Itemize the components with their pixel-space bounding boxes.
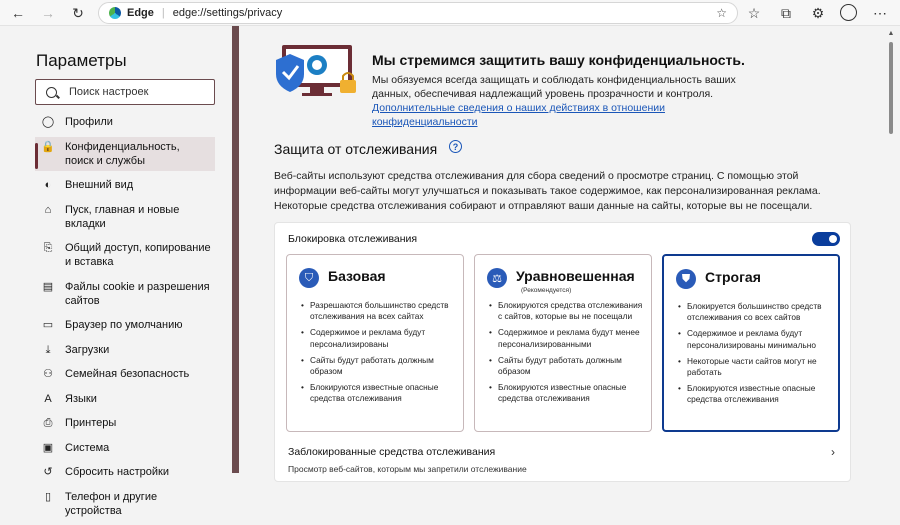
page-scrollbar[interactable] (886, 30, 896, 473)
tracking-block-label: Блокировка отслеживания (288, 233, 418, 245)
sidebar-item-label: Профили (65, 116, 113, 128)
sidebar-item-label: Внешний вид (65, 179, 134, 191)
list-item: • Содержимое и реклама будут персонализированы (301, 327, 456, 349)
system-icon: ▣ (42, 441, 54, 454)
forward-arrow-icon[interactable]: → (41, 5, 55, 21)
browser-toolbar (0, 0, 900, 26)
privacy-settings-content (239, 26, 886, 473)
balanced-scale-icon: ⚖ (487, 268, 507, 288)
profile-avatar-icon[interactable] (840, 4, 857, 21)
option-strict[interactable] (662, 254, 840, 432)
sidebar-item-label: Браузер по умолчанию (65, 319, 183, 331)
favorites-icon[interactable]: ☆ (747, 4, 761, 21)
sidebar-item-label: Сбросить настройки (65, 466, 170, 478)
option-title: Уравновешенная (516, 268, 635, 284)
scroll-up-icon[interactable]: ▲ (887, 30, 895, 37)
sidebar-item-privacy[interactable] (35, 137, 215, 171)
list-item: • Содержимое и реклама будут персонализированы минимально (678, 328, 833, 350)
home-icon: ⌂ (44, 203, 52, 216)
option-basic[interactable] (286, 254, 464, 432)
sidebar-item-label: Телефон и другие устройства (65, 490, 158, 517)
hero-title: Мы стремимся защитить вашу конфиденциальность. (372, 52, 745, 68)
scrollbar-thumb[interactable] (889, 42, 893, 134)
blocked-trackers-link[interactable]: Заблокированные средства отслеживания (288, 446, 496, 458)
sidebar-item-phone[interactable] (35, 487, 215, 521)
share-icon: ⎘ (43, 242, 53, 254)
back-arrow-icon[interactable]: ← (11, 5, 25, 21)
tracking-description: Веб-сайты используют средства отслеживания для сбора сведений о просмотре страниц. С помощью этой информации веб-сайты могут улучшаться и показывать такое содержимое, как персонализированная реклама. Некоторые средства отслеживания собирают и отправляют ваши данные на сайты, которые вы не посещали. (274, 170, 821, 212)
blocked-trackers-desc: Просмотр веб-сайтов, которым мы запретили отслеживание (288, 464, 527, 474)
edge-logo-icon (109, 7, 121, 19)
privacy-learn-more-link[interactable]: Дополнительные сведения о наших действиях в отношении конфиденциальности (372, 102, 665, 128)
phone-icon: ▯ (44, 490, 52, 503)
help-icon[interactable]: ? (449, 140, 462, 153)
sidebar-item-cookies[interactable] (35, 277, 215, 311)
option-bullets (489, 300, 644, 410)
list-item: • Сайты будут работать должным образом (489, 355, 644, 377)
printer-icon: ⎙ (43, 417, 53, 429)
favorite-star-icon[interactable]: ☆ (716, 6, 727, 20)
sidebar-item-printers[interactable] (35, 413, 215, 433)
list-item: • Некоторые части сайтов могут не работать (678, 356, 833, 378)
list-item: • Содержимое и реклама будут менее персонализированными (489, 327, 644, 349)
hero-text (372, 73, 742, 129)
address-separator: | (161, 7, 165, 19)
address-url[interactable]: edge://settings/privacy (172, 7, 283, 19)
cookie-icon: ▤ (42, 280, 54, 293)
download-icon: ⤓ (45, 343, 51, 356)
privacy-illustration-icon (274, 42, 364, 112)
search-input[interactable] (69, 86, 209, 98)
sidebar-item-label: Языки (65, 392, 97, 405)
list-item: • Сайты будут работать должным образом (301, 355, 456, 377)
list-item: • Блокируются средства отслеживания с сайтов, которые вы не посещали (489, 300, 644, 322)
sidebar-item-reset[interactable] (35, 462, 215, 482)
list-item: • Блокируются известные опасные средства отслеживания (489, 382, 644, 404)
search-icon (46, 87, 57, 98)
settings-sidebar (0, 26, 230, 517)
tracking-toggle[interactable] (812, 232, 840, 246)
tracking-section-title: Защита от отслеживания (274, 141, 438, 157)
tracking-prevention-card (274, 222, 851, 482)
lock-icon: 🔒 (41, 140, 55, 153)
sidebar-item-appearance[interactable] (35, 175, 215, 195)
extensions-icon[interactable]: ⚙ (811, 4, 825, 21)
strict-shield-icon: ⛊ (676, 269, 696, 289)
address-bar[interactable] (98, 2, 738, 24)
sidebar-item-languages[interactable] (35, 389, 215, 409)
sidebar-item-downloads[interactable] (35, 340, 215, 360)
sidebar-item-label: Загрузки (65, 343, 110, 356)
refresh-icon[interactable]: ↻ (72, 4, 84, 21)
option-title: Строгая (705, 269, 761, 285)
option-subtitle: (Рекомендуется) (521, 287, 572, 294)
option-bullets (301, 300, 456, 410)
sidebar-item-start[interactable] (35, 200, 215, 234)
browser-icon: ▭ (42, 319, 54, 331)
list-item: • Разрешаются большинство средств отслеживания на всех сайтах (301, 300, 456, 322)
sidebar-item-label: Конфиденциальность, поиск и службы (65, 140, 180, 167)
sidebar-item-label: Семейная безопасность (65, 368, 190, 380)
family-icon: ⚇ (43, 368, 53, 380)
option-balanced[interactable] (474, 254, 652, 432)
list-item: • Блокируются известные опасные средства отслеживания (678, 383, 833, 405)
settings-title: Параметры (36, 51, 127, 70)
address-brand: Edge (127, 7, 154, 19)
option-title: Базовая (328, 268, 386, 284)
sidebar-item-label: Общий доступ, копирование и вставка (65, 242, 211, 268)
settings-nav (35, 112, 215, 525)
settings-search[interactable] (35, 79, 215, 105)
option-bullets (678, 301, 833, 411)
sidebar-item-label: Система (65, 441, 110, 454)
sidebar-item-profiles[interactable] (35, 112, 215, 132)
sidebar-item-share[interactable] (35, 238, 215, 272)
sidebar-item-default-browser[interactable] (35, 315, 215, 335)
collections-icon[interactable]: ⧉ (781, 4, 791, 21)
profile-icon: ◯ (41, 116, 55, 128)
basic-shield-icon: ⛉ (299, 268, 319, 288)
sidebar-item-family[interactable] (35, 364, 215, 384)
sidebar-divider (232, 26, 239, 473)
hero-body: Мы обязуемся всегда защищать и соблюдать конфиденциальность ваших данных, обеспечивая надлежащий уровень прозрачности и контроля. (372, 74, 736, 100)
list-item: • Блокируются известные опасные средства отслеживания (301, 382, 456, 404)
sidebar-item-label: Файлы cookie и разрешения сайтов (65, 280, 210, 307)
sidebar-item-system[interactable] (35, 438, 215, 458)
appearance-icon: ◐ (44, 179, 52, 191)
chevron-right-icon[interactable]: › (831, 445, 835, 459)
more-menu-icon[interactable]: ⋯ (873, 4, 887, 21)
language-icon: A (44, 392, 52, 405)
reset-icon: ↺ (43, 466, 53, 478)
sidebar-item-label: Пуск, главная и новые вкладки (65, 203, 180, 230)
list-item: • Блокируется большинство средств отслеживания со всех сайтов (678, 301, 833, 323)
sidebar-item-label: Принтеры (65, 417, 117, 429)
